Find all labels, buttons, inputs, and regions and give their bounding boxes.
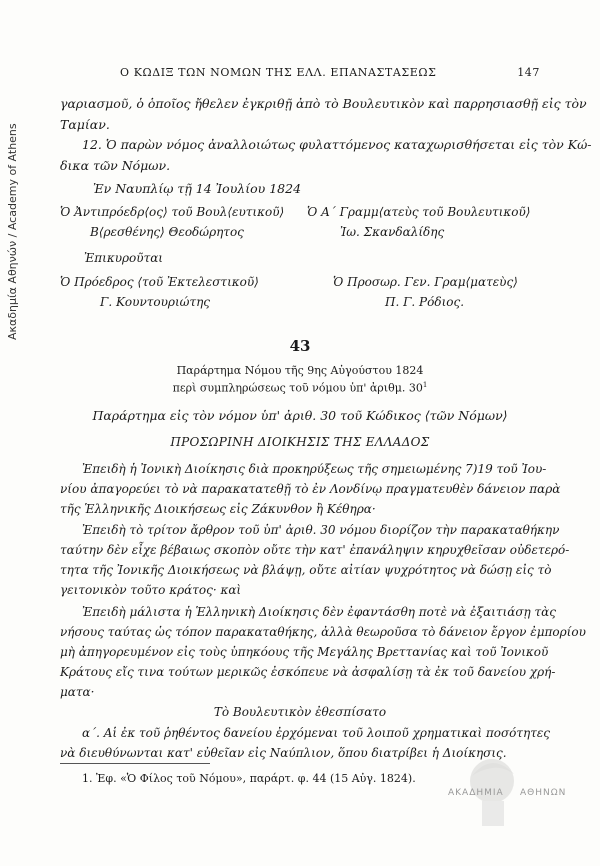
text-line: Κράτους εἴς τινα τούτων μερικῶς ἐσκόπευε νὰ ἀσφαλίσῃ τὰ ἐκ τοῦ δανείου χρή- bbox=[60, 665, 556, 679]
text-line: ταύτην δὲν εἶχε βέβαιως σκοπὸν οὔτε τὴν κατ' ἐπανάληψιν κηρυχθεῖσαν οὐδετερό- bbox=[60, 543, 570, 557]
section-number: 43 bbox=[289, 337, 311, 355]
footnote-marker: 1 bbox=[422, 381, 428, 389]
signature-name: Γ. Κουντουριώτης bbox=[100, 295, 210, 309]
text-line: νίου ἀπαγορεύει τὸ νὰ παρακατατεθῇ τὸ ἐν Λονδίνῳ πραγματευθὲν δάνειον παρὰ bbox=[60, 482, 561, 496]
signature-name: Ἰω. Σκανδαλίδης bbox=[340, 225, 445, 239]
signature-title: Ὁ Προσωρ. Γεν. Γραμ⟨ματεὺς⟩ bbox=[333, 275, 518, 289]
text-line: γαριασμοῦ, ὁ ὁποῖος ἤθελεν ἐγκριθῇ ἀπὸ τὸ Βουλευτικὸν καὶ παρρησιασθῇ εἰς τὸν bbox=[60, 96, 587, 111]
approval-text: Ἐπικυροῦται bbox=[84, 251, 164, 265]
signature-name: Π. Γ. Ρόδιος. bbox=[385, 295, 465, 309]
section-subtitle bbox=[0, 381, 600, 395]
signature-name: Β⟨ρεσθένης⟩ Θεοδώρητος bbox=[90, 225, 244, 239]
footnote-divider bbox=[60, 763, 210, 764]
text-line: γειτονικὸν τοῦτο κράτος· καὶ bbox=[60, 583, 242, 597]
signature-title: Ὁ Πρόεδρος ⟨τοῦ Ἐκτελεστικοῦ⟩ bbox=[60, 275, 259, 289]
authority-heading: ΠΡΟΣΩΡΙΝΗ ΔΙΟΙΚΗΣΙΣ ΤΗΣ ΕΛΛΑΔΟΣ bbox=[170, 435, 430, 449]
decree-heading: Τὸ Βουλευτικὸν ἐθεσπίσατο bbox=[213, 705, 387, 719]
text-line: νήσους ταύτας ὡς τόπον παρακαταθήκης, ἀλλὰ θεωροῦσα τὸ δάνειον ἔργον ἐμπορίου bbox=[60, 625, 586, 639]
text-line: νὰ διευθύνωνται κατ' εὐθεῖαν εἰς Ναύπλιον, ὅπου διατρίβει ἡ Διοίκησις. bbox=[60, 746, 507, 760]
watermark-text-left: ΑΚΑΔΗΜΙΑ bbox=[448, 788, 504, 798]
watermark-text-right: ΑΘΗΝΩΝ bbox=[520, 788, 567, 798]
signature-title: Ὁ Α΄ Γραμμ⟨ατεὺς τοῦ Βουλευτικοῦ⟩ bbox=[307, 205, 531, 219]
place-date: Ἐν Ναυπλίῳ τῇ 14 Ἰουλίου 1824 bbox=[93, 181, 302, 196]
text-line: τητα τῆς Ἰονικῆς Διοικήσεως νὰ βλάψῃ, οὔτε αἰτίαν ψυχρότητος νὰ δώσῃ εἰς τὸ bbox=[60, 563, 552, 577]
text-line: Ταμίαν. bbox=[60, 117, 110, 132]
subtitle-text: περὶ συμπληρώσεως τοῦ νόμου ὑπ' ἀριθμ. 30 bbox=[172, 381, 423, 395]
text-line: Ἐπειδὴ μάλιστα ἡ Ἑλληνικὴ Διοίκησις δὲν ἐφαντάσθη ποτὲ νὰ ἐξαιτιάσῃ τὰς bbox=[82, 605, 556, 619]
text-line: ματα· bbox=[60, 685, 95, 699]
section-heading: Παράρτημα εἰς τὸν νόμον ὑπ' ἀριθ. 30 τοῦ Κώδικος ⟨τῶν Νόμων⟩ bbox=[92, 408, 508, 423]
text-line: δικα τῶν Νόμων. bbox=[60, 158, 171, 173]
text-line: τῆς Ἑλληνικῆς Διοικήσεως εἰς Ζάκυνθον ἢ Κέθηρα· bbox=[60, 502, 376, 516]
running-header bbox=[120, 66, 540, 82]
text-line: μὴ ἀπηγορευμένον εἰς τοὺς ὑπηκόους τῆς Μεγάλης Βρεττανίας καὶ τοῦ Ἰονικοῦ bbox=[60, 645, 549, 659]
section-subtitle: Παράρτημα Νόμου τῆς 9ης Αὐγούστου 1824 bbox=[176, 364, 424, 377]
text-line: Ἐπειδὴ τὸ τρίτον ἄρθρον τοῦ ὑπ' ἀριθ. 30 νόμου διορίζον τὴν παρακαταθήκην bbox=[82, 523, 560, 537]
text-line: α΄. Αἱ ἐκ τοῦ ῥηθέντος δανείου ἐρχόμεναι τοῦ λοιποῦ χρηματικαὶ ποσότητες bbox=[82, 726, 550, 740]
academy-credit: Ακαδημία Αθηνών / Academy of Athens bbox=[6, 123, 19, 340]
signature-title: Ὁ Ἀντιπρόεδρ⟨ος⟩ τοῦ Βουλ⟨ευτικοῦ⟩ bbox=[60, 205, 285, 219]
text-line: Ἐπειδὴ ἡ Ἰονικὴ Διοίκησις διὰ προκηρύξεως τῆς σημειωμένης 7)19 τοῦ Ἰου- bbox=[82, 462, 547, 476]
footnote: 1. Ἐφ. «Ὁ Φίλος τοῦ Νόμου», παράρτ. φ. 44 (15 Αὐγ. 1824). bbox=[82, 772, 416, 785]
running-title: Ο ΚΩΔΙΞ ΤΩΝ ΝΟΜΩΝ ΤΗΣ ΕΛΛ. ΕΠΑΝΑΣΤΑΣΕΩΣ bbox=[120, 66, 437, 79]
text-line: 12. Ὁ παρὼν νόμος ἀναλλοιώτως φυλαττόμενος καταχωρισθήσεται εἰς τὸν Κώ- bbox=[82, 137, 592, 152]
page-number: 147 bbox=[517, 66, 540, 79]
